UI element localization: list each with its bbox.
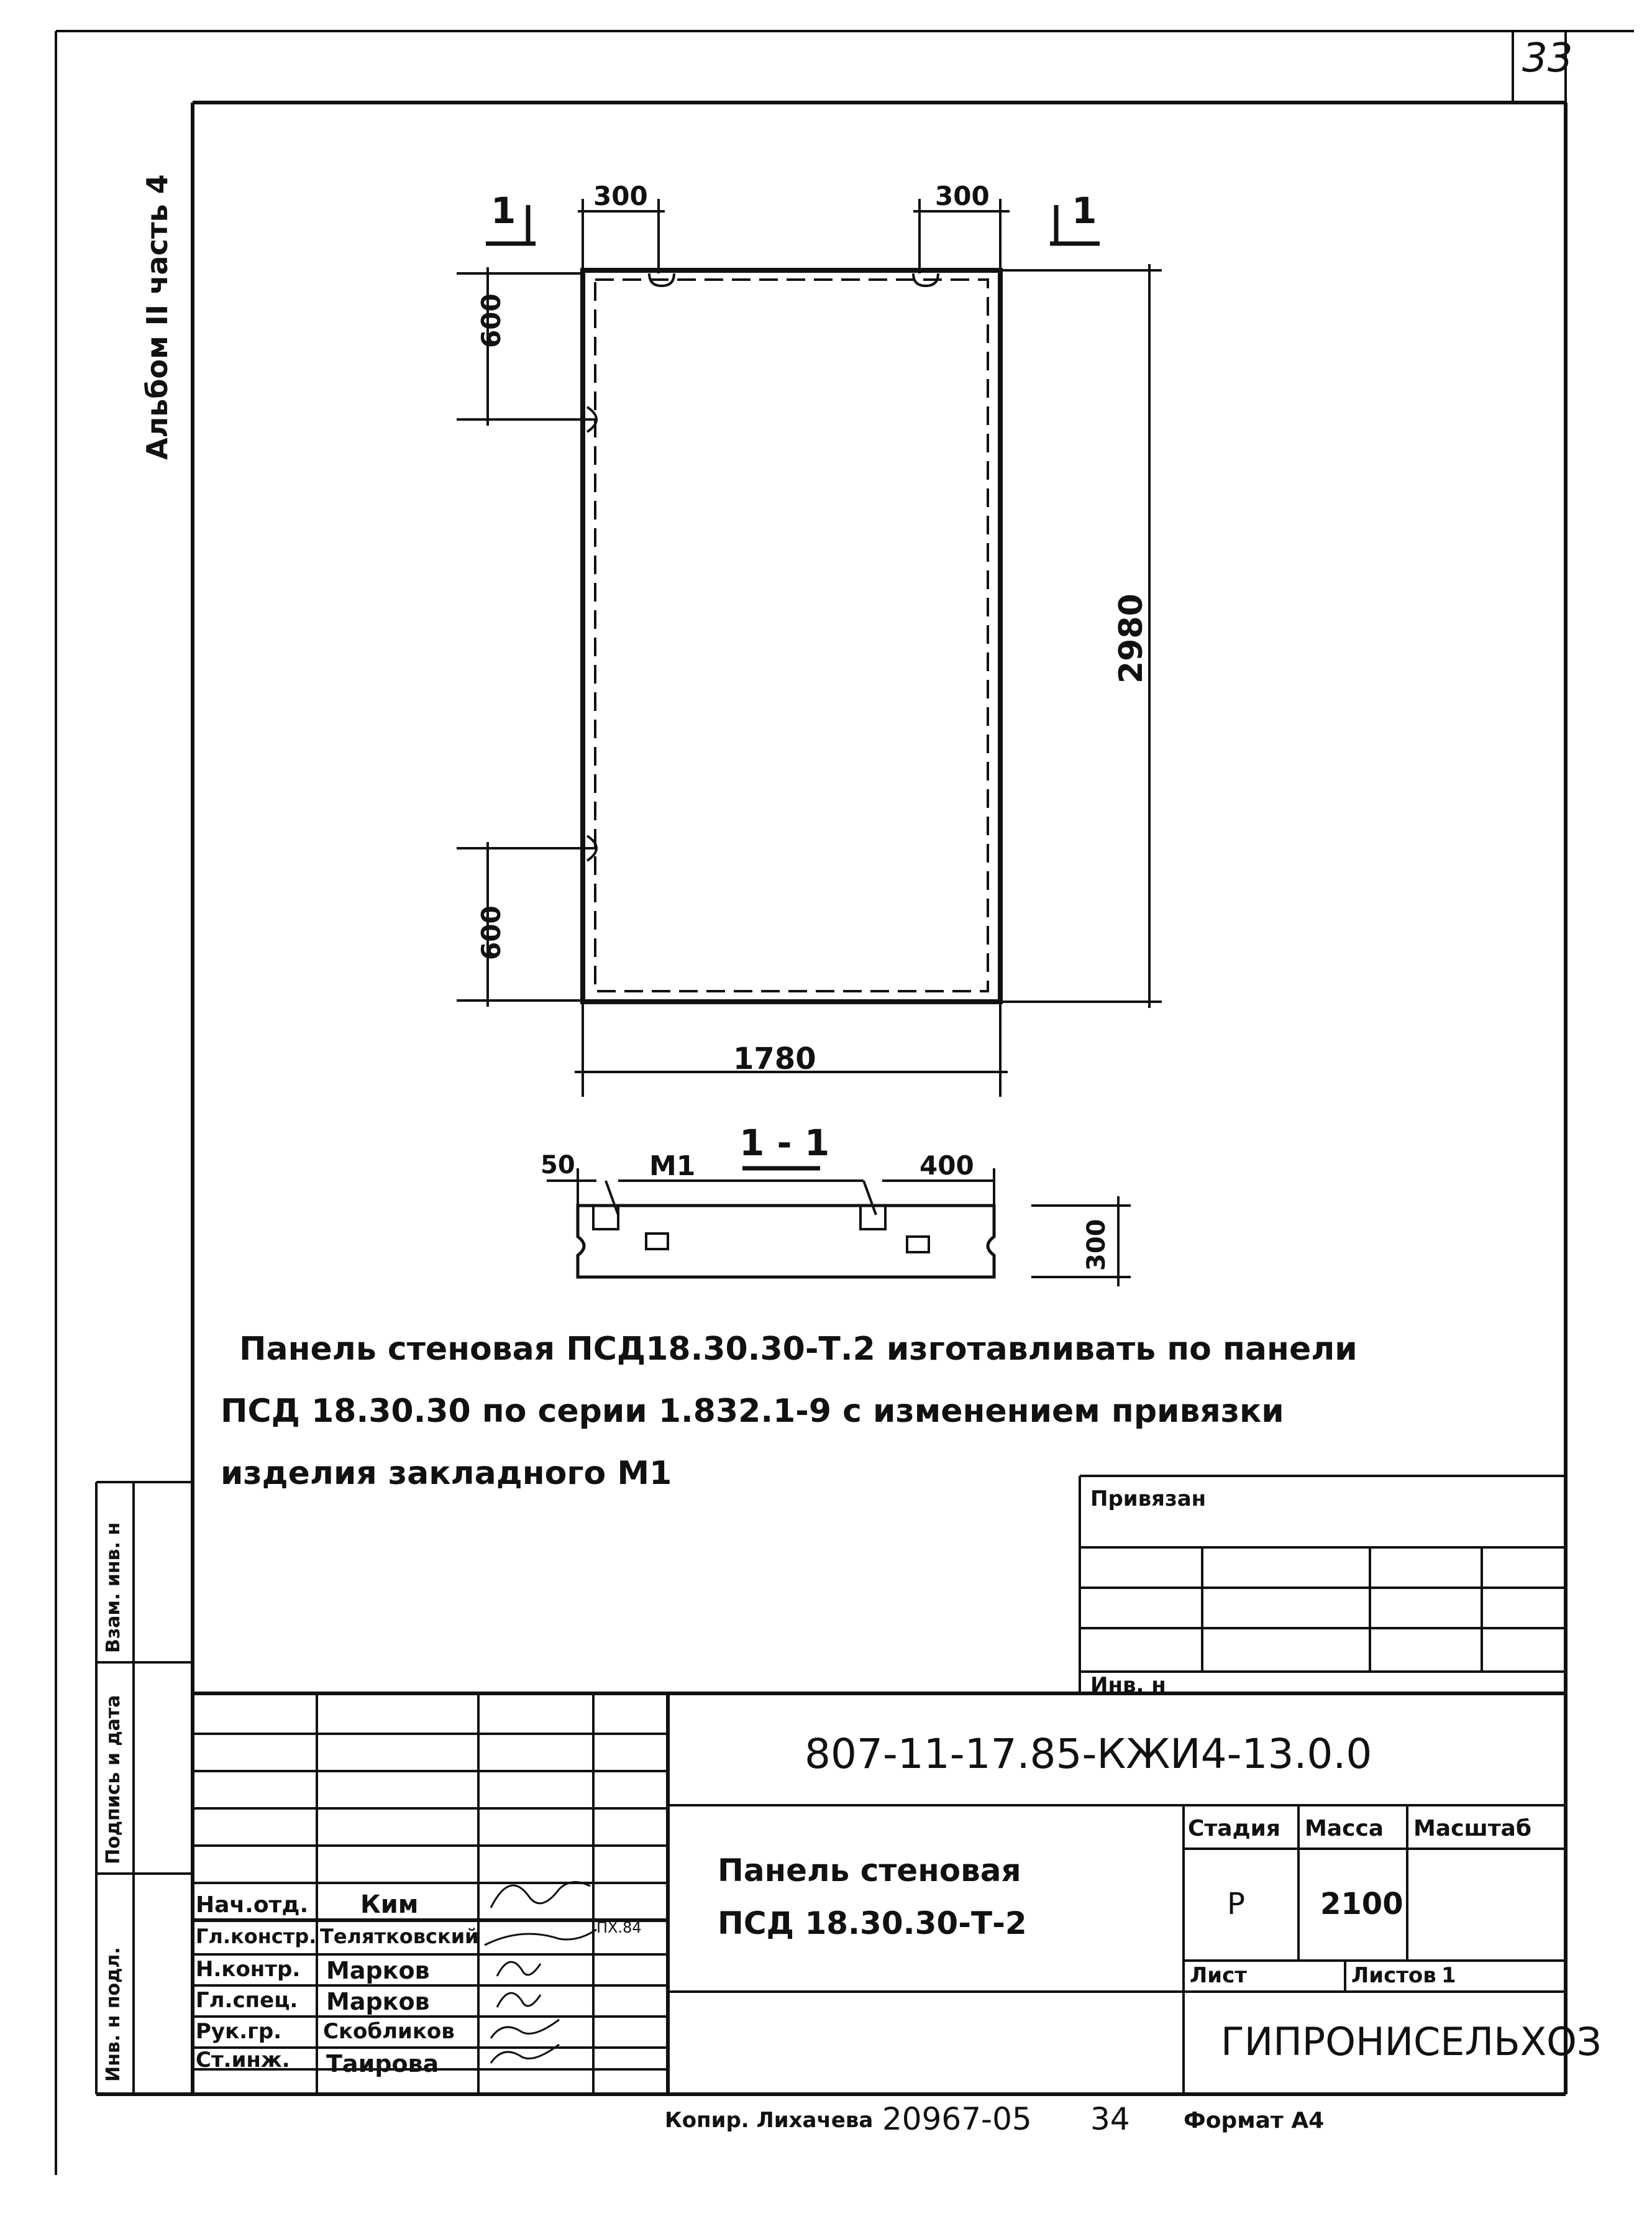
dim-top-left: 300	[593, 181, 648, 211]
footer-copied: Копир. Лихачева	[665, 2108, 874, 2133]
scale-header: Масштаб	[1413, 1816, 1531, 1841]
sig-role-1: Гл.констр.	[196, 1925, 317, 1948]
margin-stamp-inv: Инв. н подл.	[103, 1947, 124, 2082]
section-mark-left: 1	[491, 190, 516, 232]
sig-role-0: Нач.отд.	[196, 1892, 309, 1918]
footer-format: Формат А4	[1184, 2108, 1325, 2133]
footer-number: 20967-05	[882, 2101, 1032, 2137]
inv-n-label: Инв. н	[1090, 1673, 1166, 1698]
sig-role-2: Н.контр.	[196, 1957, 301, 1982]
note-line-2: ПСД 18.30.30 по серии 1.832.1-9 с изменением привязки	[221, 1393, 1284, 1430]
stage-header: Стадия	[1188, 1816, 1280, 1841]
sig-date: ПХ.84	[596, 1919, 642, 1936]
sig-name-1: Телятковский	[320, 1925, 479, 1948]
label-m1: М1	[649, 1150, 696, 1182]
footer-page: 34	[1090, 2101, 1130, 2137]
note-line-3: изделия закладного М1	[221, 1455, 672, 1492]
privyazan-label: Привязан	[1090, 1486, 1207, 1511]
album-label: Альбом II часть 4	[140, 174, 174, 460]
mass-header: Масса	[1305, 1816, 1384, 1841]
title-line-1: Панель стеновая	[718, 1852, 1021, 1889]
mass-value: 2100	[1320, 1887, 1403, 1921]
sig-role-4: Рук.гр.	[196, 2019, 282, 2044]
dim-section-50: 50	[541, 1151, 575, 1179]
dim-height: 2980	[1113, 593, 1150, 684]
sig-name-5: Таирова	[326, 2050, 439, 2077]
sig-role-3: Гл.спец.	[196, 1988, 298, 2013]
title-line-2: ПСД 18.30.30-Т-2	[718, 1905, 1027, 1941]
sig-name-0: Ким	[360, 1890, 419, 1919]
dim-top-right: 300	[935, 181, 990, 211]
stage-value: Р	[1227, 1887, 1245, 1921]
sig-role-5: Ст.инж.	[196, 2048, 290, 2072]
page-number: 33	[1522, 35, 1573, 81]
dim-width: 1780	[733, 1042, 816, 1076]
organization: ГИПРОНИСЕЛЬХОЗ	[1221, 2019, 1602, 2064]
section-title: 1 - 1	[739, 1122, 830, 1164]
sig-name-3: Марков	[326, 1988, 430, 2015]
section-mark-right: 1	[1072, 190, 1097, 232]
sheets-label: Листов	[1351, 1963, 1436, 1988]
margin-stamp-replace: Взам. инв. н	[103, 1522, 124, 1653]
dim-section-300: 300	[1082, 1219, 1111, 1271]
sheets-count: 1	[1441, 1963, 1456, 1988]
sig-name-2: Марков	[326, 1957, 430, 1984]
note-line-1: Панель стеновая ПСД18.30.30-Т.2 изготавливать по панели	[239, 1330, 1358, 1368]
dim-section-400: 400	[920, 1150, 974, 1181]
doc-code: 807-11-17.85-КЖИ4-13.0.0	[805, 1730, 1372, 1778]
dim-left-upper: 600	[476, 293, 506, 348]
sheet-label: Лист	[1190, 1963, 1247, 1988]
sig-name-4: Скобликов	[323, 2019, 455, 2044]
dim-left-lower: 600	[476, 905, 506, 960]
margin-stamp-signature: Подпись и дата	[103, 1695, 124, 1864]
